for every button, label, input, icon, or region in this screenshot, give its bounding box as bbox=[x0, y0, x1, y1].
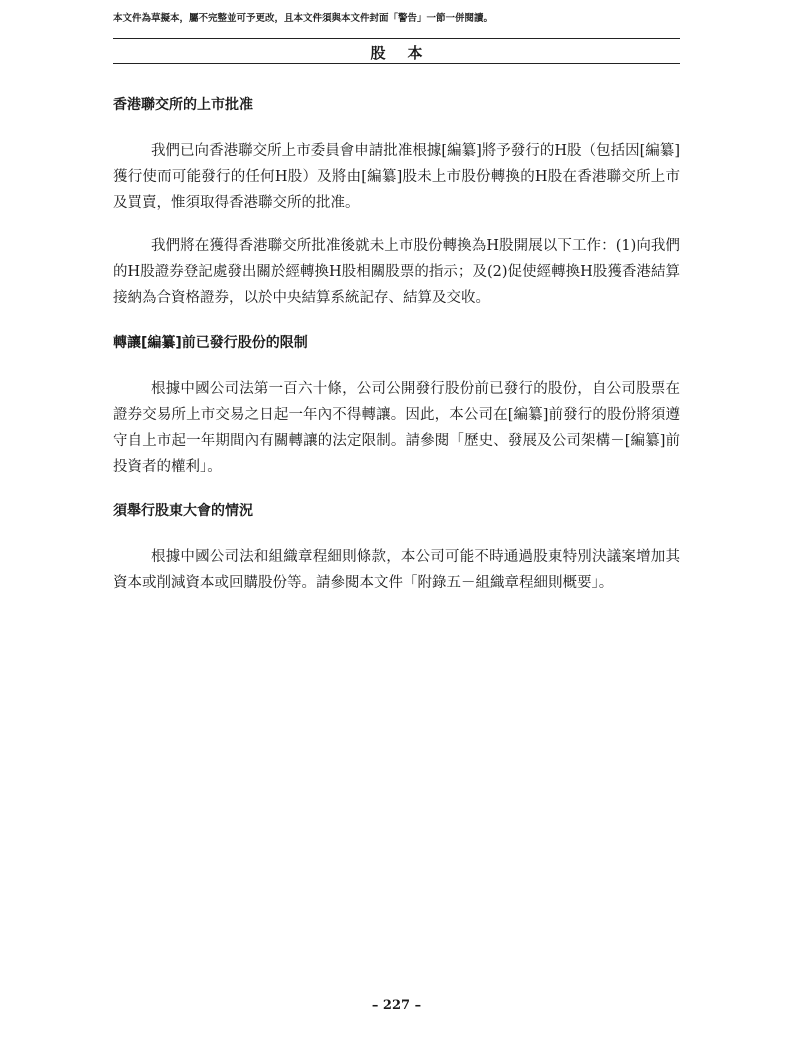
heading-general-meeting: 須舉行股東大會的情況 bbox=[113, 503, 253, 519]
draft-disclaimer: 本文件為草擬本，屬不完整並可予更改，且本文件須與本文件封面「警告」一節一併閱讀。 bbox=[113, 13, 494, 24]
paragraph-transfer-restriction: 根據中國公司法第一百六十條，公司公開發行股份前已發行的股份，自公司股票在證券交易所上市交易之日起一年內不得轉讓。因此，本公司在[編纂]前發行的股份將須遵守自上市起一年期間內有關轉讓的法定限制。請參閱「歷史、發展及公司架構－[編纂]前投資者的權利」。 bbox=[113, 381, 680, 475]
header-rule-bottom bbox=[113, 63, 680, 64]
page-number: – 227 – bbox=[371, 998, 422, 1013]
paragraph-listing-approval-1: 我們已向香港聯交所上市委員會申請批准根據[編纂]將予發行的H股（包括因[編纂]獲行使而可能發行的任何H股）及將由[編纂]股未上市股份轉換的H股在香港聯交所上市及買賣，惟須取得香港聯交所的批准。 bbox=[113, 143, 680, 211]
heading-listing-approval: 香港聯交所的上市批准 bbox=[113, 97, 253, 113]
header-rule-top bbox=[113, 38, 680, 39]
section-title: 股本 bbox=[370, 44, 445, 62]
heading-transfer-restriction: 轉讓[編纂]前已發行股份的限制 bbox=[113, 335, 308, 351]
paragraph-general-meeting: 根據中國公司法和組織章程細則條款，本公司可能不時通過股東特別決議案增加其資本或削減資本或回購股份等。請參閱本文件「附錄五－組織章程細則概要」。 bbox=[113, 549, 680, 591]
paragraph-listing-approval-2: 我們將在獲得香港聯交所批准後就未上市股份轉換為H股開展以下工作：(1)向我們的H股證券登記處發出關於經轉換H股相關股票的指示；及(2)促使經轉換H股獲香港結算接納為合資格證券，以於中央結算系統記存、結算及交收。 bbox=[113, 238, 680, 306]
